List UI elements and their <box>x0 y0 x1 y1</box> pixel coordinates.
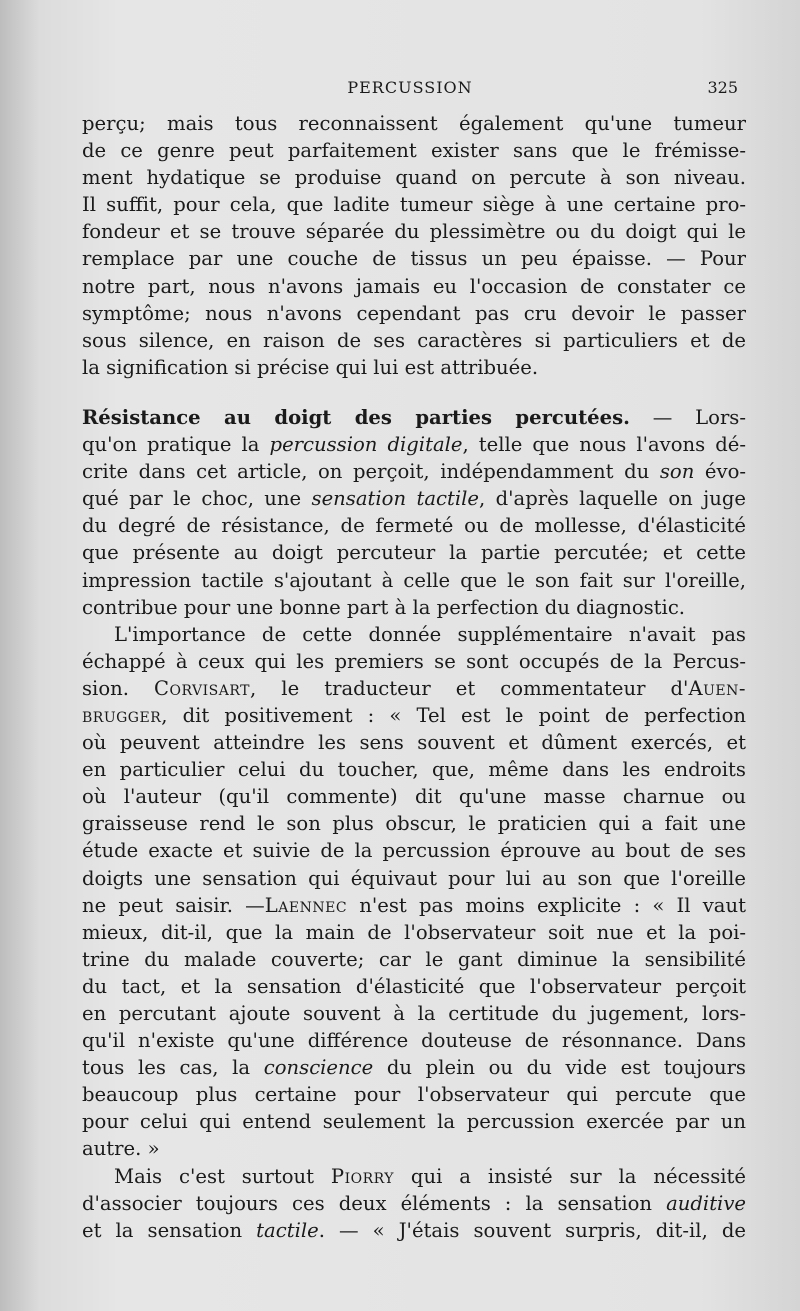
text-segment: ment hydatique se produise quand on percute à son niveau. <box>82 166 746 190</box>
text-segment: qu'il n'existe qu'une différence douteuse de résonnance. Dans <box>82 1029 746 1053</box>
text-line <box>82 648 746 675</box>
text-segment: contribue pour une bonne part à la perfection du diagnostic. <box>82 595 686 619</box>
section-heading: Résistance au doigt des parties percutées. <box>82 405 630 429</box>
author-name: Laennec <box>264 893 348 917</box>
text-line <box>82 300 746 327</box>
text-line <box>82 218 746 245</box>
text-line <box>82 594 746 621</box>
text-line <box>82 675 746 702</box>
text-segment: où peuvent atteindre les sens souvent et dûment exercés, et <box>82 731 746 755</box>
text-segment: notre part, nous n'avons jamais eu l'occasion de constater ce <box>82 274 746 298</box>
text-line <box>82 1054 746 1081</box>
text-segment: beaucoup plus certaine pour l'observateur qui percute que <box>82 1083 746 1107</box>
text-line <box>82 512 746 539</box>
text-line <box>82 404 746 431</box>
text-segment: pour celui qui entend seulement la percussion exercée par un <box>82 1110 746 1134</box>
author-name: brugger <box>82 703 162 727</box>
text-line <box>82 756 746 783</box>
text-segment: du plein ou du vide est toujours <box>373 1056 746 1080</box>
text-segment: symptôme; nous n'avons cependant pas cru devoir le passer <box>82 301 746 325</box>
text-line <box>82 431 746 458</box>
emphasis-text: sensation tactile <box>311 487 480 511</box>
text-line <box>82 1081 746 1108</box>
text-segment: Il suffit, pour cela, que ladite tumeur siège à une certaine pro- <box>82 193 746 217</box>
text-line <box>82 137 746 164</box>
text-line <box>82 702 746 729</box>
text-segment: en particulier celui du toucher, que, même dans les endroits <box>82 758 746 782</box>
text-segment: remplace par une couche de tissus un peu épaisse. — Pour <box>82 247 746 271</box>
text-segment: Mais c'est surtout <box>114 1164 331 1188</box>
text-line <box>82 729 746 756</box>
text-line <box>82 327 746 354</box>
text-segment: en percutant ajoute souvent à la certitude du jugement, lors- <box>82 1002 746 1025</box>
text-segment: ne peut saisir. — <box>82 893 265 917</box>
text-segment: sion. <box>82 676 155 700</box>
text-segment: qui a insisté sur la nécessité <box>394 1164 746 1188</box>
text-segment: , dit positivement : « Tel est le point de perfection <box>161 703 746 727</box>
page-header <box>80 78 740 106</box>
emphasis-text: son <box>659 460 695 484</box>
text-line <box>82 273 746 300</box>
text-segment: du degré de résistance, de fermeté ou de mollesse, d'élasticité <box>82 514 746 538</box>
text-segment: doigts une sensation qui équivaut pour lui au son que l'oreille <box>82 866 746 890</box>
paragraph-gap <box>82 381 746 404</box>
text-segment: étude exacte et suivie de la percussion éprouve au bout de ses <box>82 839 746 863</box>
text-line <box>82 946 746 973</box>
emphasis-text: percussion digitale <box>269 433 463 457</box>
text-segment: sous silence, en raison de ses caractères si particuliers et de <box>82 328 746 352</box>
text-segment: qu'on pratique la <box>82 433 270 457</box>
text-segment: , le traducteur et commentateur d' <box>250 676 689 700</box>
text-segment: crite dans cet article, on perçoit, indépendamment du <box>82 460 660 484</box>
text-line <box>82 621 746 648</box>
text-line <box>82 865 746 892</box>
text-segment: L'importance de cette donnée supplémentaire n'avait pas <box>114 622 746 646</box>
text-line <box>82 973 746 1000</box>
text-line <box>82 191 746 218</box>
text-segment: et la sensation <box>82 1218 257 1242</box>
text-segment: , d'après laquelle on juge <box>479 487 747 511</box>
text-segment: d'associer toujours ces deux éléments : la sensation <box>82 1191 667 1215</box>
text-segment: — Lors- <box>629 405 746 429</box>
text-line <box>82 1000 746 1027</box>
text-line <box>82 567 746 594</box>
text-line <box>82 892 746 919</box>
text-segment: du tact, et la sensation d'élasticité que l'observateur perçoit <box>82 974 746 998</box>
text-segment: fondeur et se trouve séparée du plessimètre ou du doigt qui le <box>82 220 746 244</box>
emphasis-text: tactile <box>256 1218 319 1242</box>
text-segment: que présente au doigt percuteur la partie percutée; et cette <box>82 541 746 565</box>
text-line <box>82 245 746 272</box>
text-segment: mieux, dit-il, que la main de l'observateur soit nue et la poi- <box>82 920 746 944</box>
text-line <box>82 1163 746 1190</box>
author-name: Auen- <box>688 676 746 700</box>
text-segment: évo- <box>694 460 746 484</box>
text-line <box>82 1108 746 1135</box>
text-line <box>82 919 746 946</box>
emphasis-text: auditive <box>666 1191 746 1215</box>
text-line <box>82 164 746 191</box>
author-name: Corvisart <box>154 676 251 700</box>
text-segment: de ce genre peut parfaitement exister sans que le frémisse- <box>82 139 746 163</box>
author-name: Piorry <box>330 1164 395 1188</box>
text-line <box>82 539 746 566</box>
text-segment: la signification si précise qui lui est attribuée. <box>82 355 539 379</box>
text-line <box>82 1217 746 1244</box>
text-line <box>82 485 746 512</box>
body-text <box>82 110 746 1244</box>
text-line <box>82 1135 746 1162</box>
text-line <box>82 110 746 137</box>
text-line <box>82 354 746 381</box>
text-line <box>82 1027 746 1054</box>
text-segment: , telle que nous l'avons dé- <box>462 433 747 457</box>
text-segment: autre. » <box>82 1137 160 1161</box>
text-segment: qué par le choc, une <box>82 487 312 511</box>
text-line <box>82 458 746 485</box>
text-segment: graisseuse rend le son plus obscur, le praticien qui a fait une <box>82 812 746 836</box>
text-segment: où l'auteur (qu'il commente) dit qu'une masse charnue ou <box>82 785 746 809</box>
text-line <box>82 1190 746 1217</box>
text-line <box>82 810 746 837</box>
text-segment: échappé à ceux qui les premiers se sont occupés de la Percus- <box>82 649 746 673</box>
text-segment: tous les cas, la <box>82 1056 264 1080</box>
emphasis-text: conscience <box>263 1056 374 1080</box>
running-title: PERCUSSION <box>347 78 473 97</box>
text-segment: . — « J'étais souvent surpris, dit-il, de <box>318 1218 746 1242</box>
text-segment: perçu; mais tous reconnaissent également qu'une tumeur <box>82 112 746 135</box>
page-number: 325 <box>707 78 738 97</box>
text-line <box>82 783 746 810</box>
text-line <box>82 837 746 864</box>
text-segment: impression tactile s'ajoutant à celle que le son fait sur l'oreille, <box>82 568 746 592</box>
text-segment: trine du malade couverte; car le gant diminue la sensibilité <box>82 947 746 971</box>
text-segment: n'est pas moins explicite : « Il vaut <box>347 893 746 917</box>
